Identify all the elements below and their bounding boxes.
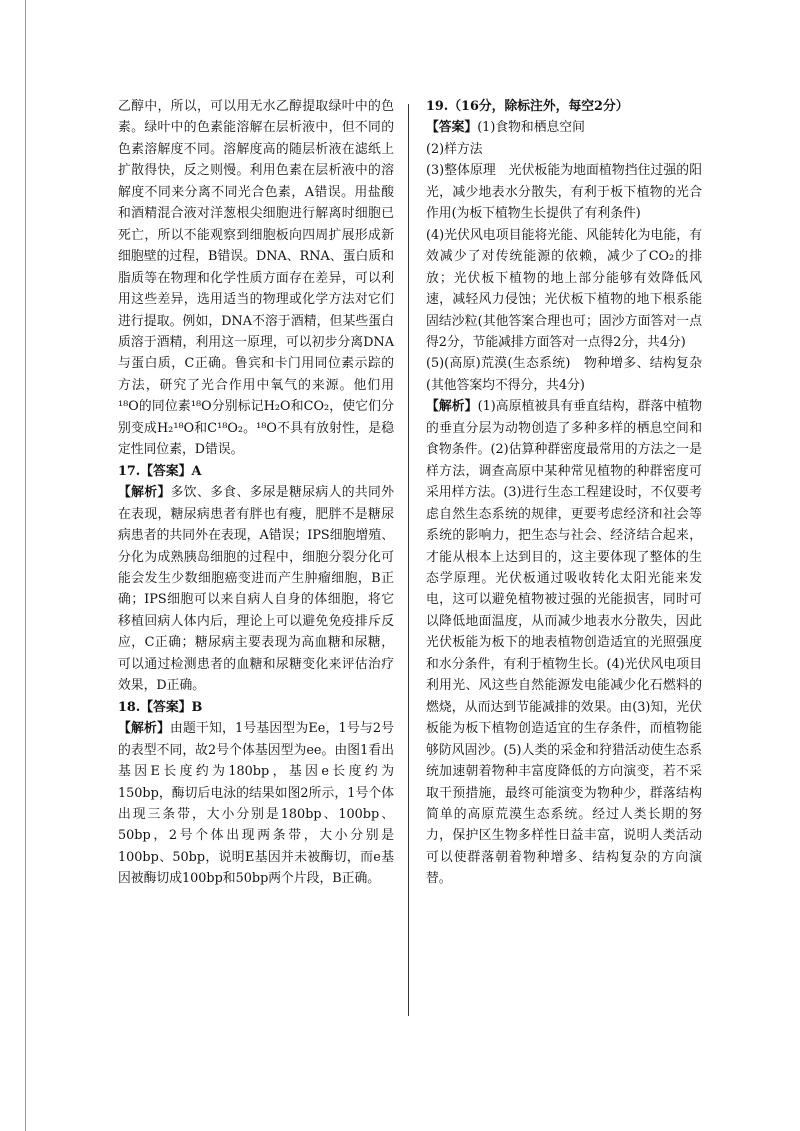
q19-analysis-text: (1)高原植被具有垂直结构，群落中植物的垂直分层为动物创造了多种多样的栖息空间和食物条件。(2)估算种群密度最常用的方法之一是样方法，调查高原中某种常见植物的种群密度可采用样方法。(3)进行生态工程建设时，不仅要考虑自然生态系统的规律，更要考虑经济和社会等系统的影响力，把生态与社会、经济结合起来，才能从根本上达到目的，这主要体现了整体的生态学原理。光伏板通过吸收转化太阳光能来发电，这可以避免植物被过强的光能损害，同时可以降低地面温度，从而减少地表水分散失，因此光伏板能为板下的地表植物创造适宜的光照强度和水分条件，有利于植物生长。(4)光伏风电项目利用光、风这些自然能源发电能减少化石燃料的燃烧，从而达到节能减排的效果。由(3)知，光伏板能为板下植物创造适宜的生存条件，而植物能够防风固沙。(5)人类的采金和狩猎活动使生态系统加速朝着物种丰富度降低的方向演变，若不采取干预措施，最终可能演变为物种少，群落结构简单的高原荒漠生态系统。经过人类长期的努力，保护区生物多样性日益丰富，说明人类活动可以使群落朝着物种增多、结构复杂的方向演替。 bbox=[426, 399, 702, 887]
q18-analysis-label: 【解析】 bbox=[118, 721, 171, 737]
right-column bbox=[426, 96, 702, 890]
q19-answer-1-text: (1)食物和栖息空间 bbox=[477, 120, 585, 136]
column-divider bbox=[408, 104, 409, 1016]
q18-analysis bbox=[118, 718, 394, 890]
q19-analysis-label: 【解析】 bbox=[426, 399, 478, 415]
q17-analysis-text: 多饮、多食、多尿是糖尿病人的共同外在表现，糖尿病患者有胖也有瘦，肥胖不是糖尿病患者的共同外在表现，A错误；IPS细胞增殖、分化为成熟胰岛细胞的过程中，细胞分裂分化可能会发生少数细胞癌变进而产生肿瘤细胞，B正确；IPS细胞可以来自病人自身的体细胞，将它移植回病人体内后，理论上可以避免免疫排斥反应，C正确；糖尿病主要表现为高血糖和尿糖，可以通过检测患者的血糖和尿糖变化来评估治疗效果，D正确。 bbox=[118, 485, 394, 694]
q16-analysis-continuation: 乙醇中，所以，可以用无水乙醇提取绿叶中的色素。绿叶中的色素能溶解在层析液中，但不同的色素溶解度不同。溶解度高的随层析液在滤纸上扩散得快，反之则慢。利用色素在层析液中的溶解度不同来分离不同光合色素，A错误。用盐酸和酒精混合液对洋葱根尖细胞进行解离时细胞已死亡，所以不能观察到细胞板向四周扩展形成新细胞壁的过程，B错误。DNA、RNA、蛋白质和脂质等在物理和化学性质方面存在差异，可以利用这些差异，选用适当的物理或化学方法对它们进行提取。例如，DNA不溶于酒精，但某些蛋白质溶于酒精，利用这一原理，可以初步分离DNA与蛋白质，C正确。鲁宾和卡门用同位素示踪的方法，研究了光合作用中氧气的来源。他们用¹⁸O的同位素¹⁸O分别标记H₂O和CO₂，使它们分别变成H₂¹⁸O和C¹⁸O₂。¹⁸O不具有放射性，是稳定性同位素，D错误。 bbox=[118, 99, 394, 458]
q17-answer-heading: 17.【答案】A bbox=[118, 463, 202, 479]
q18-answer-heading: 18.【答案】B bbox=[118, 699, 203, 715]
q17-analysis bbox=[118, 482, 394, 697]
q19-analysis bbox=[426, 396, 702, 889]
binding-margin-line bbox=[25, 0, 26, 1131]
q19-answer-2: (2)样方法 bbox=[426, 141, 483, 157]
left-column bbox=[118, 96, 394, 890]
q19-heading: 19.（16分，除标注外，每空2分） bbox=[426, 99, 629, 114]
q17-analysis-label: 【解析】 bbox=[118, 485, 171, 501]
q19-answer-3: (3)整体原理 光伏板能为地面植物挡住过强的阳光，减少地表水分散失，有利于板下植物的光合作用(为板下植物生长提供了有利条件) bbox=[426, 163, 702, 222]
q19-answer-5: (5)(高原)荒漠(生态系统) 物种增多、结构复杂(其他答案均不得分，共4分) bbox=[426, 356, 702, 393]
q18-analysis-text: 由题干知，1号基因型为Ee，1号与2号的表型不同，故2号个体基因型为ee。由图1看出基因E长度约为180bp，基因e长度约为150bp，酶切后电泳的结果如图2所示，1号个体出现三条带，大小分别是180bp、100bp、50bp，2号个体出现两条带，大小分别是100bp、50bp，说明E基因并未被酶切，而e基因被酶切成100bp和50bp两个片段，B正确。 bbox=[118, 721, 395, 887]
q19-answer-4: (4)光伏风电项目能将光能、风能转化为电能，有效减少了对传统能源的依赖，减少了CO₂的排放；光伏板下植物的地上部分能够有效降低风速，减轻风力侵蚀；光伏板下植物的地下根系能固结沙粒(其他答案合理也可；固沙方面答对一点得2分，节能减排方面答对一点得2分，共4分) bbox=[426, 227, 702, 350]
q19-answer-label: 【答案】 bbox=[426, 120, 478, 136]
answer-page bbox=[118, 96, 718, 1056]
q19-answer-1 bbox=[426, 117, 702, 138]
